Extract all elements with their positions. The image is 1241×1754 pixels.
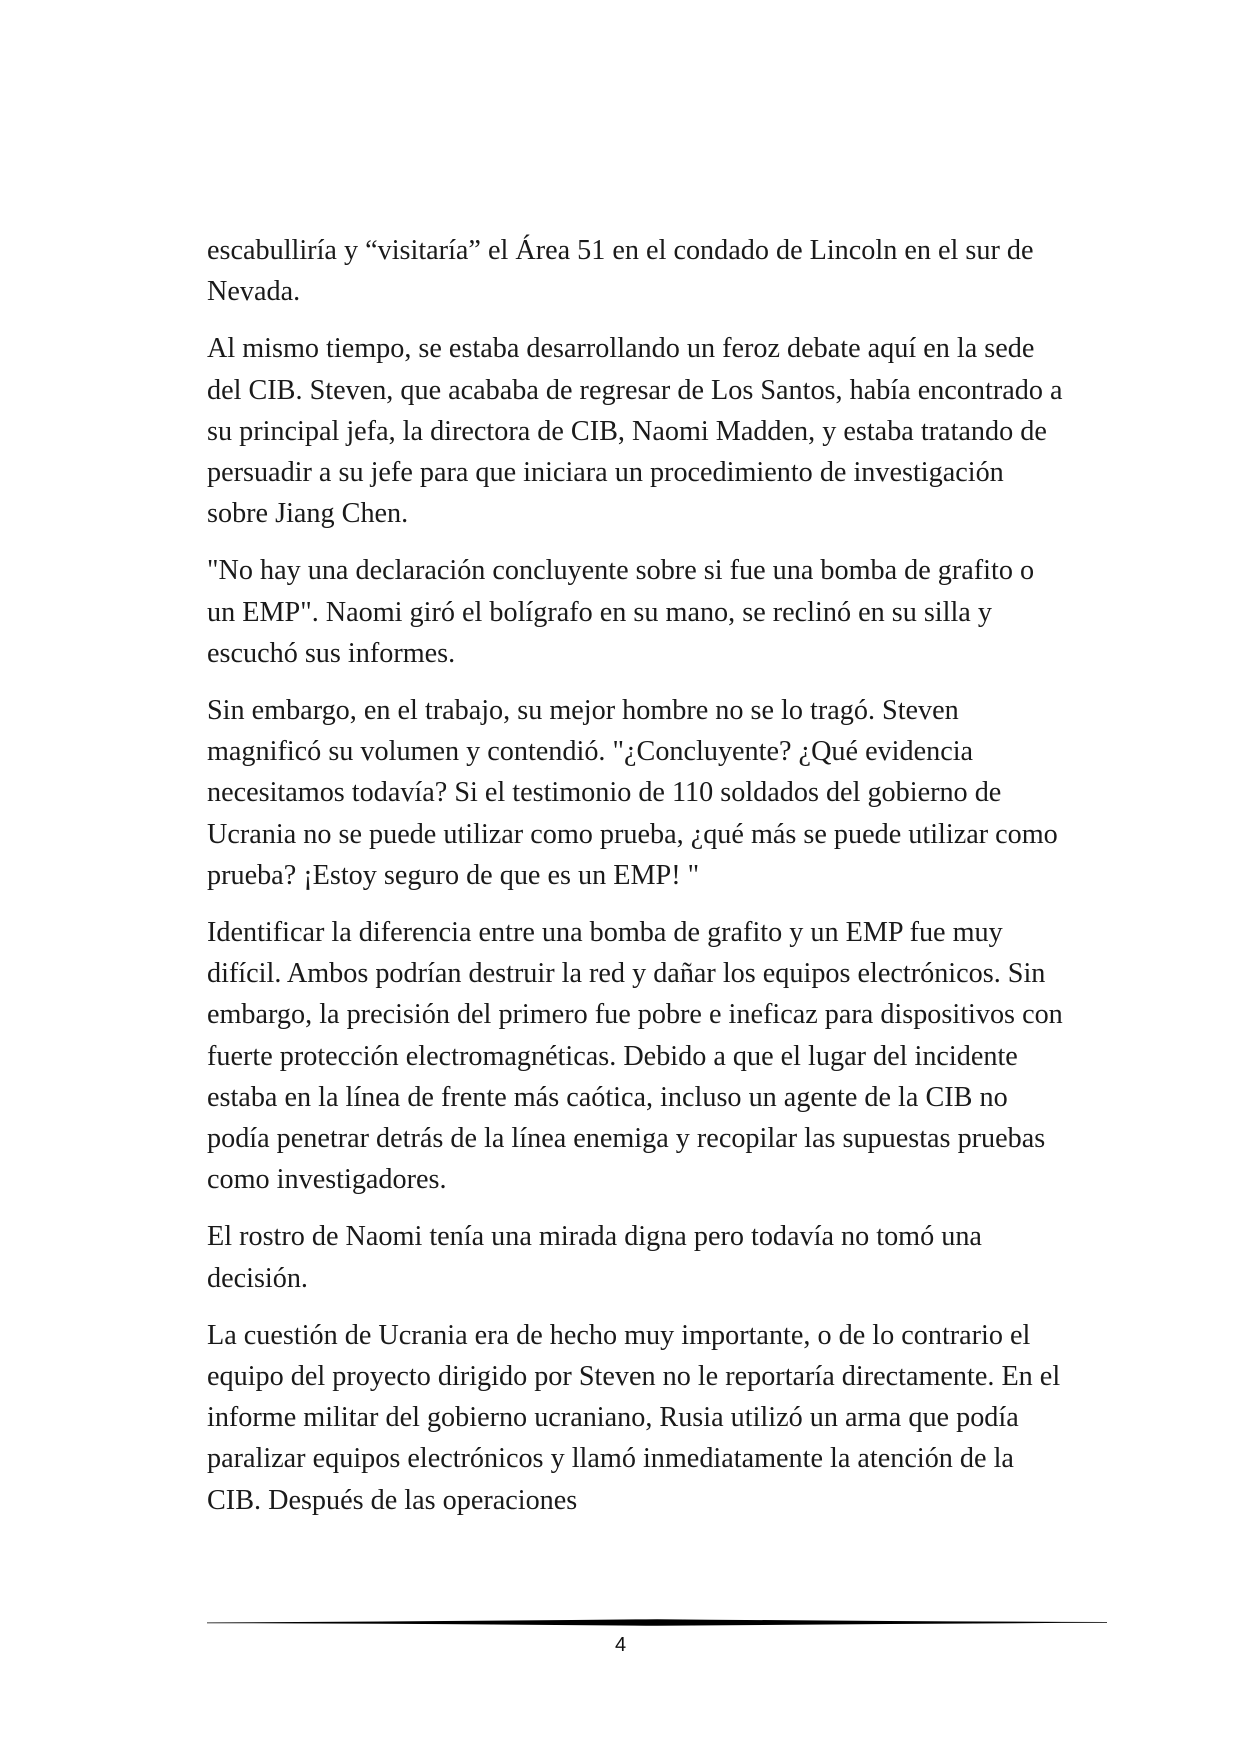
paragraph-7: La cuestión de Ucrania era de hecho muy importante, o de lo contrario el equipo del proyecto dirigido por Steven no le reportaría directamente. En el informe militar del gobierno ucraniano, Rusia utilizó un arma que podía paralizar equipos electrónicos y llamó inmediatamente la atención de la CIB. Después de las operaciones xyxy=(207,1319,1061,1516)
paragraph-6: El rostro de Naomi tenía una mirada digna pero todavía no tomó una decisión. xyxy=(207,1221,982,1294)
paragraph-3: "No hay una declaración concluyente sobre si fue una bomba de grafito o un EMP". Naomi giró el bolígrafo en su mano, se reclinó en su silla y escuchó sus informes. xyxy=(207,555,1035,669)
paragraph-5: Identificar la diferencia entre una bomba de grafito y un EMP fue muy difícil. Ambos podrían destruir la red y dañar los equipos electrónicos. Sin embargo, la precisión del primero fue pobre e ineficaz para dispositivos con fuerte protección electromagnéticas. Debido a que el lugar del incidente estaba en la línea de frente más caótica, incluso un agente de la CIB no podía penetrar detrás de la línea enemiga y recopilar las supuestas pruebas como investigadores. xyxy=(207,917,1063,1196)
paragraph-4: Sin embargo, en el trabajo, su mejor hombre no se lo tragó. Steven magnificó su volumen y contendió. "¿Concluyente? ¿Qué evidencia necesitamos todavía? Si el testimonio de 110 soldados del gobierno de Ucrania no se puede utilizar como prueba, ¿qué más se puede utilizar como prueba? ¡Estoy seguro de que es un EMP! " xyxy=(207,695,1058,891)
page-number: 4 xyxy=(614,1634,627,1656)
paragraph-1: escabulliría y “visitaría” el Área 51 en el condado de Lincoln en el sur de Nevada. xyxy=(207,235,1034,308)
body-text xyxy=(207,230,1069,1537)
footer-rule xyxy=(207,1616,1107,1630)
paragraph-2: Al mismo tiempo, se estaba desarrollando un feroz debate aquí en la sede del CIB. Steven, que acababa de regresar de Los Santos, había encontrado a su principal jefa, la directora de CIB, Naomi Madden, y estaba tratando de persuadir a su jefe para que iniciara un procedimiento de investigación sobre Jiang Chen. xyxy=(207,333,1063,530)
footer-rule-swash xyxy=(207,1619,1107,1626)
